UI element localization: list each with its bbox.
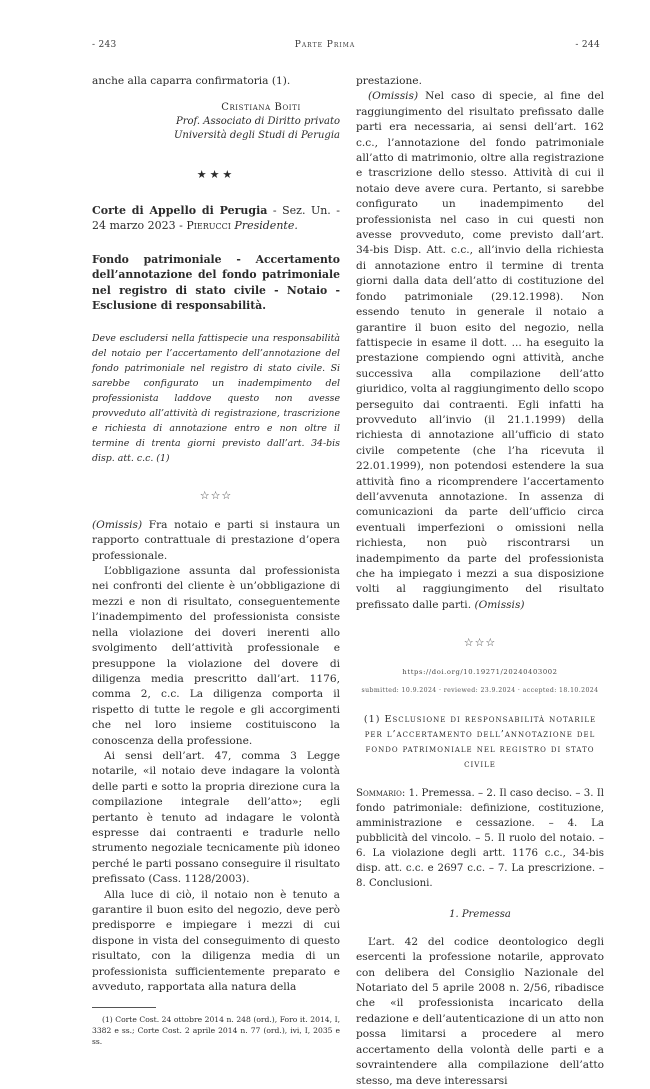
left-column: [92, 74, 340, 1047]
paragraph: Ai sensi dell’art. 47, comma 3 Legge notarile, «il notaio deve indagare la volontà delle parti e sotto la propria direzione cura la compilazione integrale dell’atto»; egli pertanto è tenuto ad indagare le volontà espresse dai contraenti e tradurle nello strumento negoziale tecnicamente più idoneo perché le parti possano conseguire il risultato prefissato (Cass. 1128/2003).: [92, 749, 340, 886]
court-judge-role: Presidente.: [230, 219, 298, 233]
omissis-label: (Omissis): [368, 90, 419, 103]
asterism: ☆☆☆: [199, 489, 233, 503]
opening-line: anche alla caparra confirmatoria (1).: [92, 75, 291, 87]
note-title: (1) Esclusione di responsabilità notarile per l’accertamento dell’annotazione del fondo patrimoniale nel registro di stato civile: [363, 714, 597, 771]
review-dates: submitted: 10.9.2024 · reviewed: 23.9.2024 · accepted: 18.10.2024: [361, 687, 599, 695]
omissis-label: (Omissis): [474, 598, 525, 611]
section-heading: 1. Premessa: [449, 909, 511, 921]
omissis-label: (Omissis): [92, 518, 143, 531]
summary-label: Sommario: [356, 788, 402, 800]
maxim: Deve escludersi nella fattispecie una responsabilità del notaio per l’accertamento dell’annotazione del fondo patrimoniale nel registro di stato civile. Si sarebbe configurato un inadempimento del professionista laddove questo non avesse provveduto all’attività di registrazione, trascrizione e richiesta di annotazione entro e non oltre il termine di trenta giorni previsto dall’art. 34-bis disp. att. c.c. (1): [92, 333, 340, 465]
paragraph-text: Fra notaio e parti si instaura un rapporto contrattuale di prestazione d’opera professionale.: [92, 518, 340, 562]
summary-text: : 1. Premessa. – 2. Il caso deciso. – 3. Il fondo patrimoniale: definizione, costituzione, amministrazione e cessazione. – 4. La pubblicità del vincolo. – 5. Il ruolo del notaio. – 6. La violazione degli artt. 1176 c.c., 34-bis disp. att. c.c. e 2697 c.c. – 7. La prescrizione. – 8. Conclusioni.: [356, 788, 604, 890]
paragraph: L’obbligazione assunta dal professionista nei confronti del cliente è un’obbligazione di mezzi e non di risultato, conseguentemente l’inadempimento del professionista consiste nella violazione dei doveri inerenti allo svolgimento dell’attività professionale e presuppone la violazione del dovere di diligenza media prescritto dall’art. 1176, comma 2, c.c. La diligenza comporta il rispetto di tutte le regole e gli accorgimenti che nel loro insieme costituiscono la conoscenza della professione.: [92, 565, 340, 747]
right-column: [356, 74, 604, 1089]
paragraph: L’art. 42 del codice deontologico degli esercenti la professione notarile, approvato con delibera del Consiglio Nazionale del Notariato del 5 aprile 2008 n. 2/56, ribadisce che «il professionista incaricato della redazione e dell’autenticazione di un atto non possa limitarsi a procedere al mero accertamento della volontà delle parti e a sovraintendere alla compilazione dell’atto stesso, ma deve interessarsi: [356, 935, 604, 1087]
paragraph-continuation: prestazione.: [356, 75, 422, 87]
section-separator: ★★★: [196, 168, 236, 182]
author-role: Prof. Associato di Diritto privato: [176, 116, 340, 128]
court-name: Corte di Appello di Perugia: [92, 203, 268, 217]
headnote: Fondo patrimoniale - Accertamento dell’annotazione del fondo patrimoniale nel registro di stato civile - Notaio - Esclusione di responsabilità.: [92, 252, 340, 313]
court-citation: [92, 203, 340, 234]
page-number-left: - 243: [92, 40, 117, 50]
paragraph-text: Nel caso di specie, al fine del raggiungimento del risultato prefissato dalle parti era necessaria, ai sensi dell’art. 162 c.c., l’annotazione del fondo patrimoniale all’atto di matrimonio, oltre alla registrazione e trascrizione dello stesso. Attività di cui il notaio deve avere cura. Pertanto, si sarebbe configurato un inadempimento del professionista nel caso in cui questi non avesse provveduto, come previsto dall’art. 34-bis Disp. Att. c.c., all’invio della richiesta di annotazione entro il termine di trenta giorni dalla data dell’atto di costituzione del fondo patrimoniale (29.12.1998). Non essendo tenuto in generale il notaio a garantire il buon esito del negozio, nella fattispecie in esame il dott. ... ha eseguito la prestazione compiendo ogni attività, anche successiva alla compilazione dell’atto giuridico, volta al raggiungimento dello scopo perseguito dai contraenti. Egli infatti ha provveduto all’invio (il 21.1.1999) della richiesta di annotazione all’ufficio di stato civile competente (che l’ha ricevuta il 22.01.1999), non potendosi estendere la sua attività fino a ricomprendere l’accertamento dell’avvenuta annotazione. In assenza di comunicazioni da parte dell’ufficio circa eventuali imperfezioni o omissioni nella richiesta, non può riscontrarsi un inadempimento da parte del professionista che ha impiegato i mezzi a sua disposizione volti al raggiungimento del risultato prefissato dalle parti.: [356, 90, 604, 611]
author-affiliation: Università degli Studi di Perugia: [173, 130, 340, 142]
court-details: - Sez. Un. - 24 marzo 2023 -: [92, 203, 341, 233]
author-block: [92, 101, 340, 143]
paragraph: Alla luce di ciò, il notaio non è tenuto a garantire il buon esito del negozio, deve però predisporre e impiegare i mezzi di cui dispone in vista del conseguimento di questo risultato, con la diligenza media di un professionista sufficientemente preparato e avveduto, rapportata alla natura della: [92, 888, 340, 994]
asterism: ☆☆☆: [463, 636, 497, 650]
summary: [356, 786, 604, 891]
doi-link[interactable]: https://doi.org/10.19271/20240403002: [402, 667, 558, 676]
paragraph: [356, 89, 604, 613]
footnote: (1) Corte Cost. 24 ottobre 2014 n. 248 (ord.), Foro it. 2014, I, 3382 e ss.; Corte Cost. 2 aprile 2014 n. 77 (ord.), ivi, I, 2035 e ss.: [92, 1015, 340, 1047]
footnote-rule: [92, 1007, 156, 1008]
page-number-right: - 244: [575, 40, 600, 50]
paragraph: [92, 518, 340, 564]
running-title: Parte Prima: [294, 40, 356, 50]
author-name: Cristiana Boiti: [221, 102, 301, 114]
court-judge: Pierucci: [186, 219, 231, 233]
